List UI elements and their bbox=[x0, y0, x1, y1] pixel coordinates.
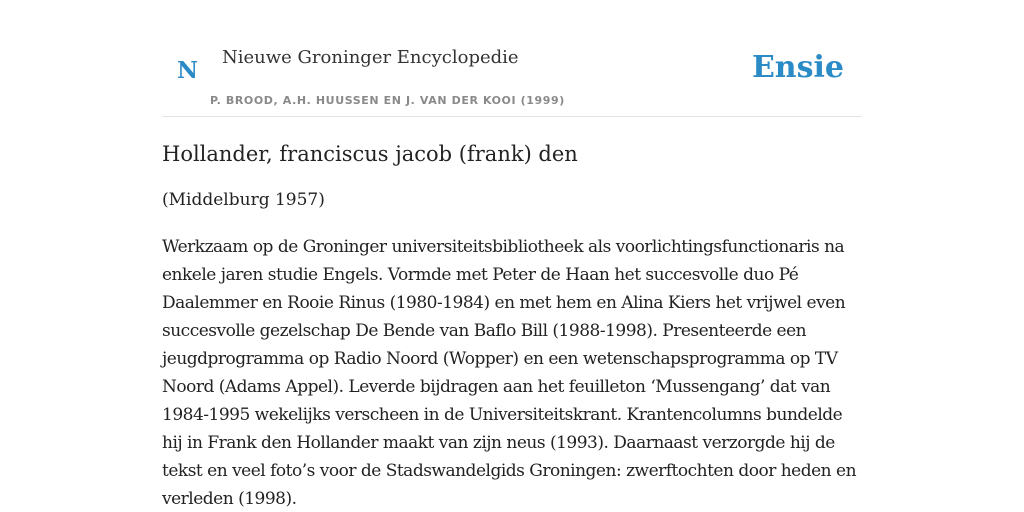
ensie-logo[interactable]: Ensie bbox=[751, 50, 844, 85]
entry-title: Hollander, franciscus jacob (frank) den bbox=[162, 142, 578, 166]
entry-body-text: Werkzaam op de Groninger universiteitsbibliotheek als voorlichtingsfunctionaris na enkele jaren studie Engels. Vormde met Peter de Haan het succesvolle duo Pé Daalemmer en Rooie Rinus (1980-1984) en met hem en Alina Kiers het vrijwel even succesvolle gezelschap De Bende van Baflo Bill (1988-1998). Presenteerde een jeugdprogramma op Radio Noord (Wopper) en een wetenschapsprogramma op TV Noord (Adams Appel). Leverde bijdragen aan het feuilleton ‘Mussengang’ dat van 1984-1995 wekelijks verscheen in de Universiteitskrant. Krantencolumns bundelde hij in Frank den Hollander maakt van zijn neus (1993). Daarnaast verzorgde hij de tekst en veel foto’s voor de Stadswandelgids Groningen: zwerftochten door heden en verleden (1998). bbox=[162, 237, 857, 509]
entry-content bbox=[162, 136, 862, 512]
entry-subtitle: (Middelburg 1957) bbox=[162, 190, 325, 210]
book-icon[interactable]: N bbox=[177, 57, 199, 84]
book-authors: P. BROOD, A.H. HUUSSEN EN J. VAN DER KOOI (1999) bbox=[210, 94, 565, 107]
page-header bbox=[162, 0, 862, 117]
book-title-link[interactable]: Nieuwe Groninger Encyclopedie bbox=[222, 47, 519, 68]
